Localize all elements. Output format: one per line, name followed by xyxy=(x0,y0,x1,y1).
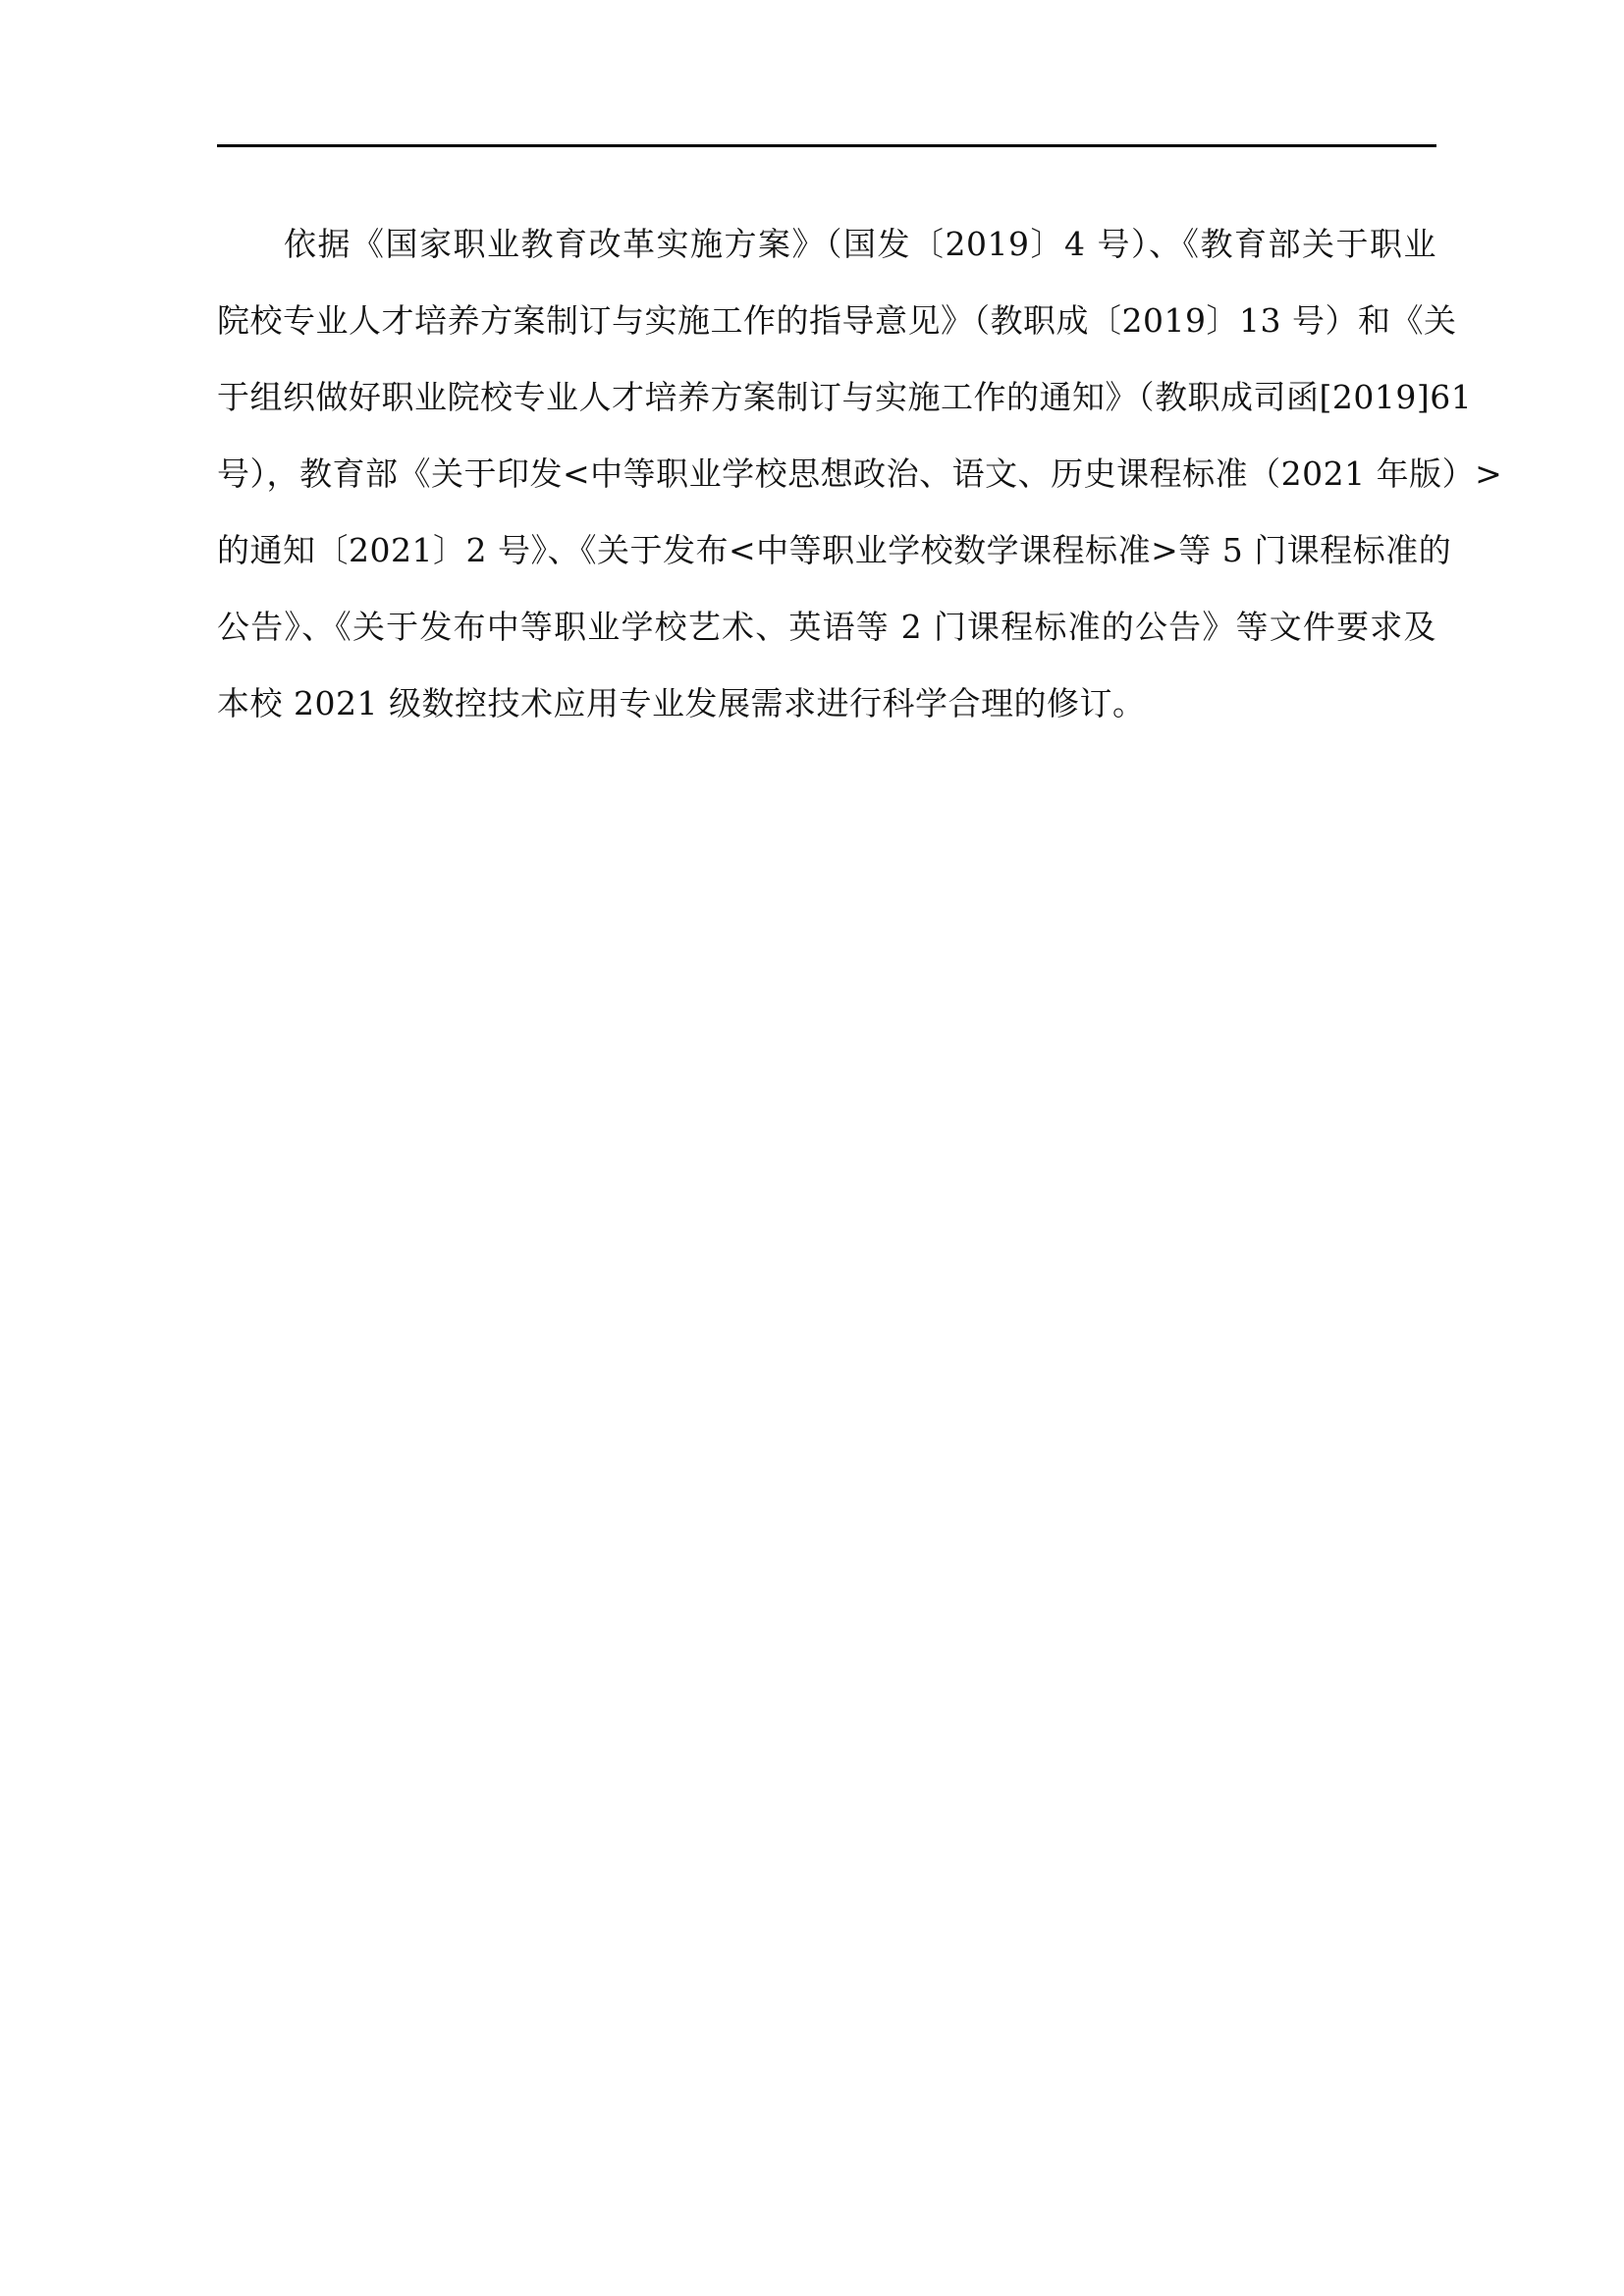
paragraph-line: 号），教育部《关于印发<中等职业学校思想政治、语文、历史课程标准（2021 年版）> xyxy=(217,454,1503,493)
body-paragraph xyxy=(217,206,1503,742)
paragraph-line: 的通知〔2021〕2 号》、《关于发布<中等职业学校数学课程标准>等 5 门课程标准的 xyxy=(217,531,1452,569)
paragraph-line: 院校专业人才培养方案制订与实施工作的指导意见》（教职成〔2019〕13 号）和《关 xyxy=(217,301,1457,340)
paragraph-line: 本校 2021 级数控技术应用专业发展需求进行科学合理的修订。 xyxy=(217,684,1146,722)
header-rule xyxy=(217,144,1436,147)
paragraph-line: 公告》、《关于发布中等职业学校艺术、英语等 2 门课程标准的公告》等文件要求及 xyxy=(217,608,1436,646)
paragraph-line: 依据《国家职业教育改革实施方案》（国发〔2019〕4 号）、《教育部关于职业 xyxy=(284,225,1436,263)
paragraph-line: 于组织做好职业院校专业人才培养方案制订与实施工作的通知》（教职成司函[2019]61 xyxy=(217,378,1473,416)
